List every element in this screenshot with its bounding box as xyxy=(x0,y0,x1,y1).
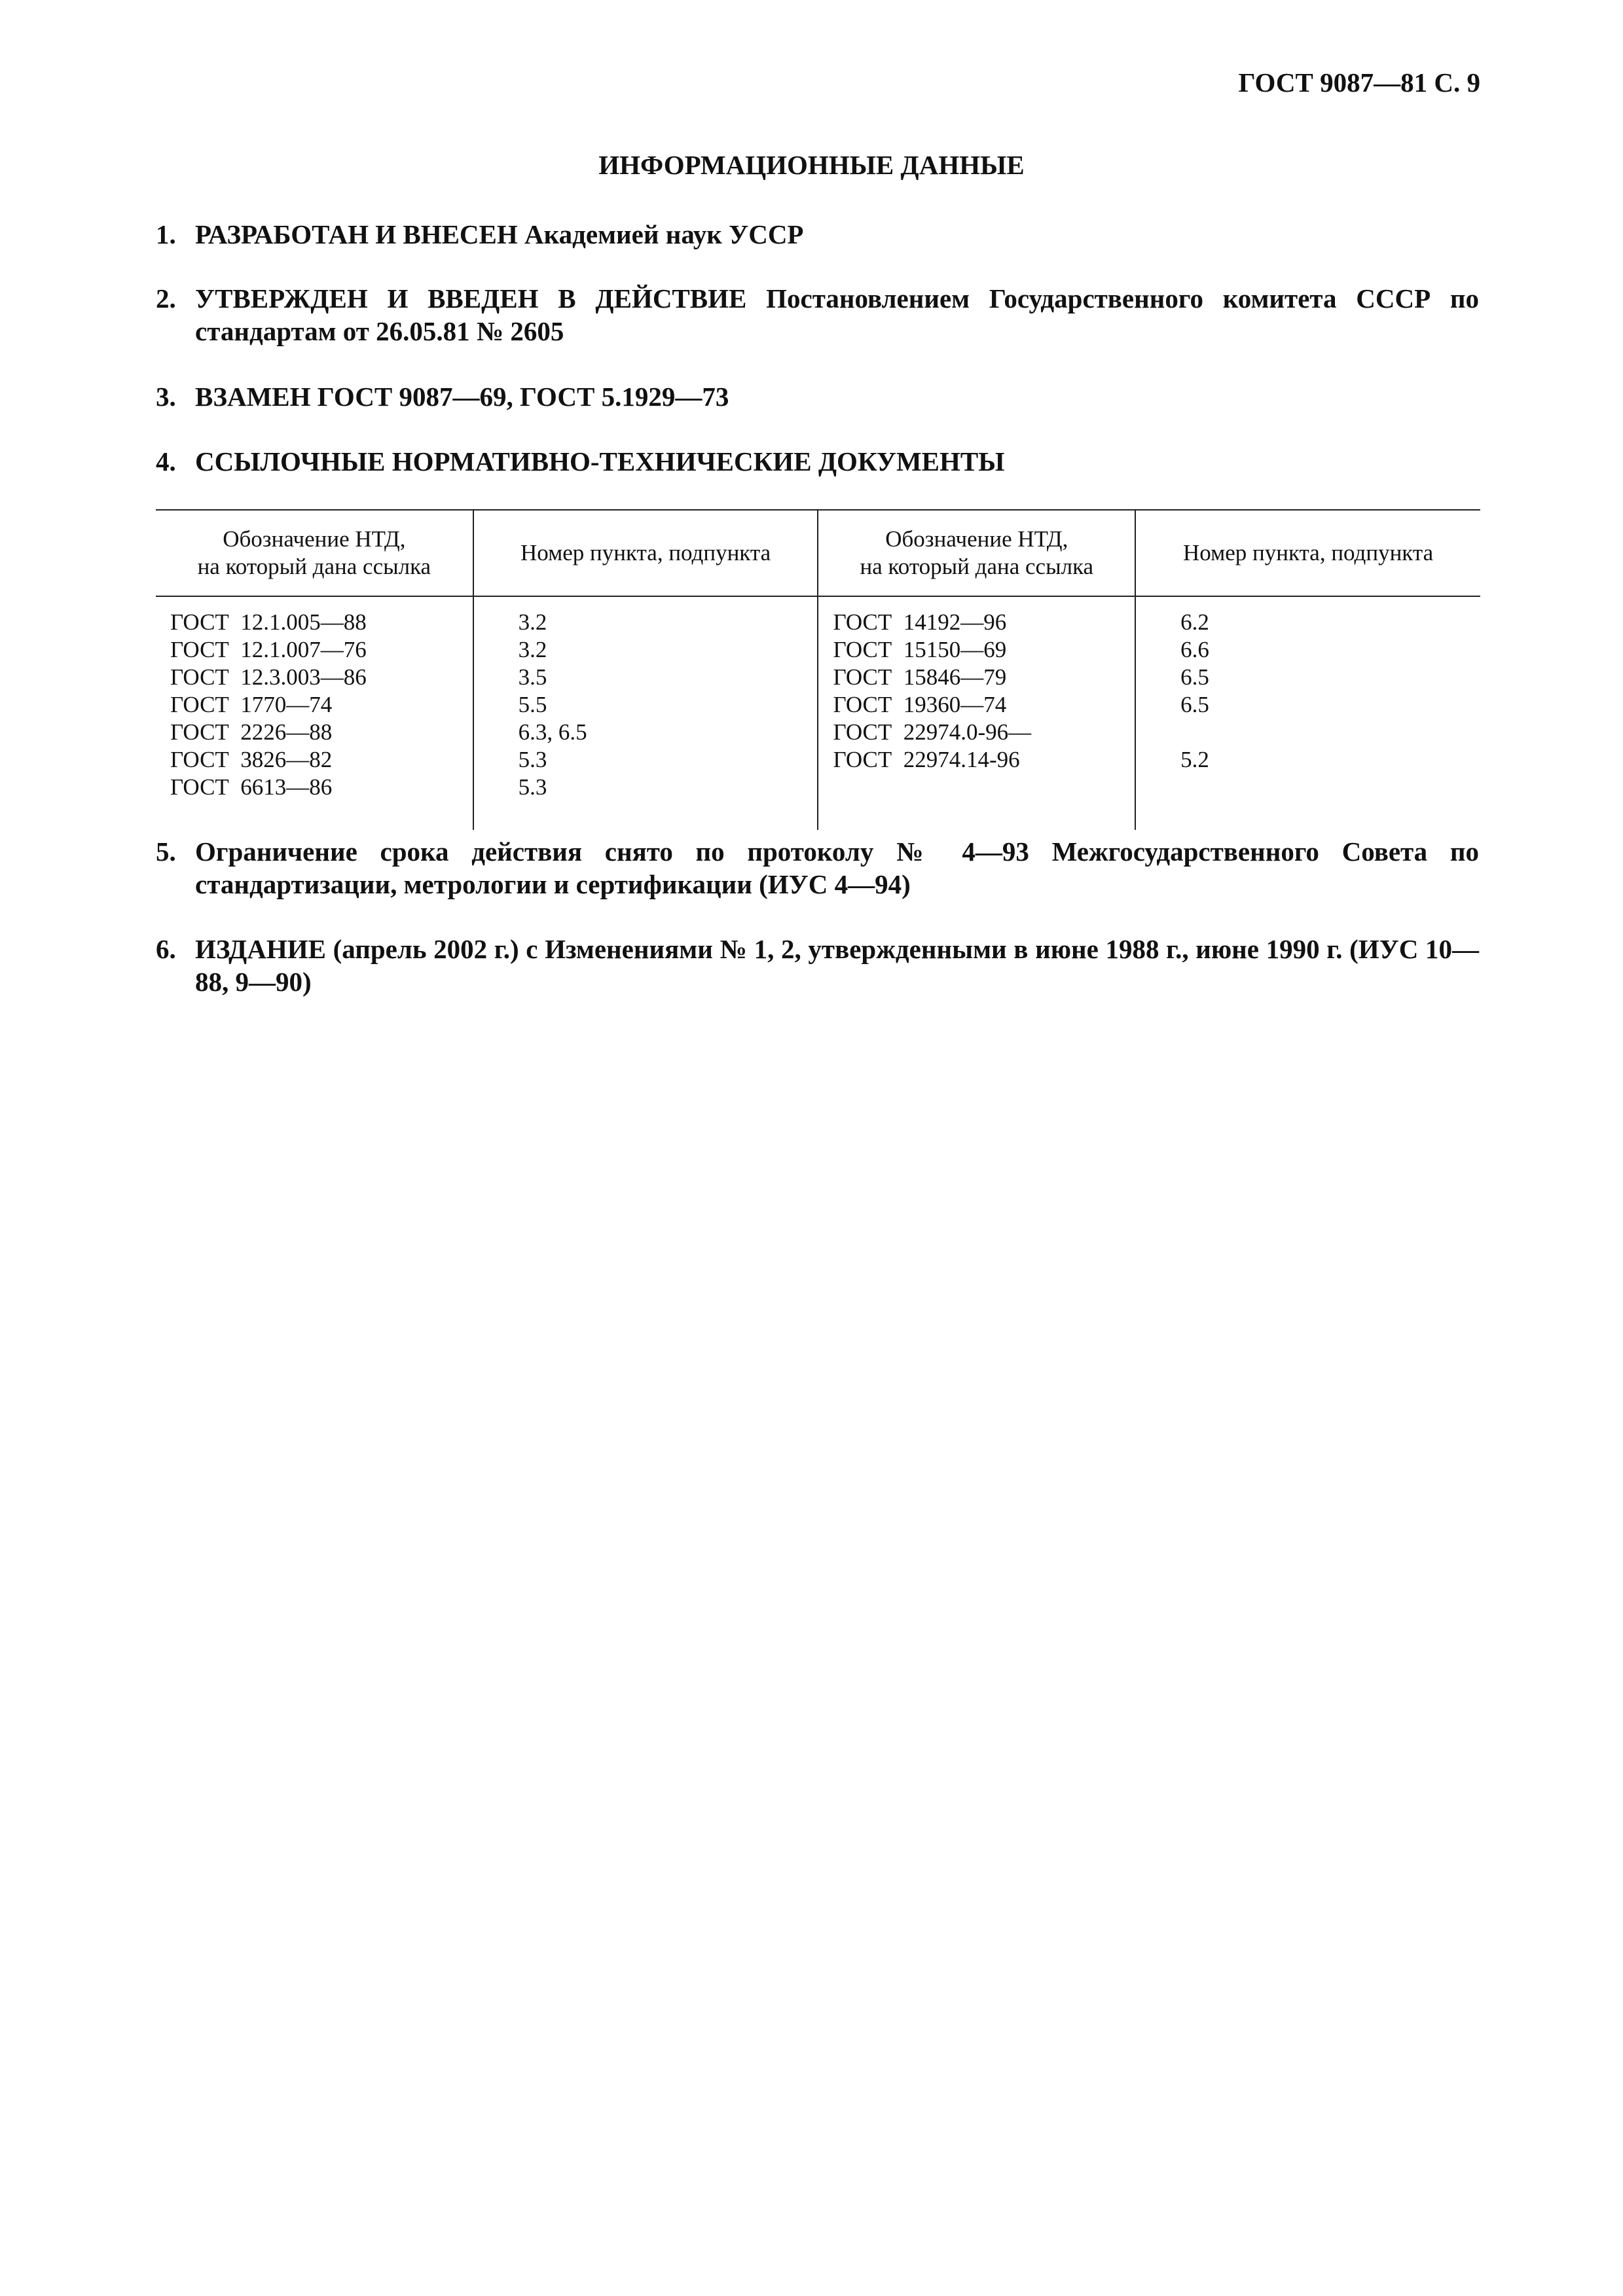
info-item-5 xyxy=(156,835,1479,901)
document-title: ИНФОРМАЦИОННЫЕ ДАННЫЕ xyxy=(598,150,1025,180)
list-item: ГОСТ 15846—79 xyxy=(833,664,1007,690)
list-item: 3.2 xyxy=(518,637,547,662)
header-doc-designation-left: Обозначение НТД, на который дана ссылка xyxy=(156,510,473,596)
item-text: Ограничение срока действия снято по протоколу № 4—93 Межгосударственного Совета по стандартизации, метрологии и сертификации (ИУС 4—94) xyxy=(195,836,1479,899)
info-item-2 xyxy=(156,282,1479,348)
list-item: ГОСТ 2226—88 xyxy=(170,719,333,745)
list-item: 5.3 xyxy=(518,774,547,800)
list-item: ГОСТ 15150—69 xyxy=(833,637,1007,662)
left-item-list xyxy=(473,596,818,830)
info-item-4 xyxy=(156,445,1479,478)
right-item-list xyxy=(1135,596,1480,830)
list-item: 6.3, 6.5 xyxy=(518,719,587,745)
page-header-ref: ГОСТ 9087—81 С. 9 xyxy=(1238,67,1480,98)
header-item-number-left: Номер пункта, подпункта xyxy=(473,510,818,596)
left-doc-list xyxy=(156,596,473,830)
list-item: ГОСТ 1770—74 xyxy=(170,692,333,717)
list-item: 6.5 xyxy=(1180,692,1209,717)
table-body-row xyxy=(156,596,1480,830)
item-heading: ССЫЛОЧНЫЕ НОРМАТИВНО-ТЕХНИЧЕСКИЕ ДОКУМЕНТЫ xyxy=(195,446,1005,476)
list-item: 5.5 xyxy=(518,692,547,717)
list-item: ГОСТ 22974.0-96— xyxy=(833,719,1032,745)
list-item: ГОСТ 12.3.003—86 xyxy=(170,664,367,690)
info-item-6 xyxy=(156,933,1479,998)
item-number: 3. xyxy=(156,382,176,412)
list-item: ГОСТ 3826—82 xyxy=(170,747,333,772)
list-item: 6.5 xyxy=(1180,664,1209,690)
list-item: ГОСТ 14192—96 xyxy=(833,609,1007,635)
list-item: 3.5 xyxy=(518,664,547,690)
item-text: Постановлением Государственного комитета СССР по стандартам от 26.05.81 № 2605 xyxy=(195,283,1479,346)
list-item: 6.6 xyxy=(1180,637,1209,662)
list-item: ГОСТ 6613—86 xyxy=(170,774,333,800)
right-doc-list xyxy=(818,596,1135,830)
header-item-number-right: Номер пункта, подпункта xyxy=(1135,510,1480,596)
item-heading: РАЗРАБОТАН И ВНЕСЕН xyxy=(195,219,518,249)
info-item-3 xyxy=(156,380,1479,413)
item-number: 1. xyxy=(156,219,176,249)
list-item: ГОСТ 12.1.007—76 xyxy=(170,637,367,662)
list-item: ГОСТ 12.1.005—88 xyxy=(170,609,367,635)
item-number: 4. xyxy=(156,446,176,476)
item-text: Академией наук УССР xyxy=(517,219,804,249)
item-heading: УТВЕРЖДЕН И ВВЕДЕН В ДЕЙСТВИЕ xyxy=(195,283,747,314)
reference-documents-table xyxy=(156,509,1480,830)
list-item: 5.3 xyxy=(518,747,547,772)
table-header-row xyxy=(156,510,1480,596)
list-item: ГОСТ 22974.14-96 xyxy=(833,747,1020,772)
item-text: (апрель 2002 г.) с Изменениями № 1, 2, утвержденными в июне 1988 г., июне 1990 г. (ИУС 10—88, 9—90) xyxy=(195,934,1479,997)
list-item xyxy=(1180,719,1466,746)
list-item: ГОСТ 19360—74 xyxy=(833,692,1007,717)
info-item-1 xyxy=(156,218,1479,251)
item-number: 2. xyxy=(156,283,176,314)
list-item: 3.2 xyxy=(518,609,547,635)
header-doc-designation-right: Обозначение НТД, на который дана ссылка xyxy=(818,510,1135,596)
item-number: 6. xyxy=(156,934,176,964)
item-heading: ВЗАМЕН ГОСТ 9087—69, ГОСТ 5.1929—73 xyxy=(195,382,729,412)
item-heading: ИЗДАНИЕ xyxy=(195,934,326,964)
list-item: 5.2 xyxy=(1180,747,1209,772)
item-number: 5. xyxy=(156,836,176,867)
list-item: 6.2 xyxy=(1180,609,1209,635)
